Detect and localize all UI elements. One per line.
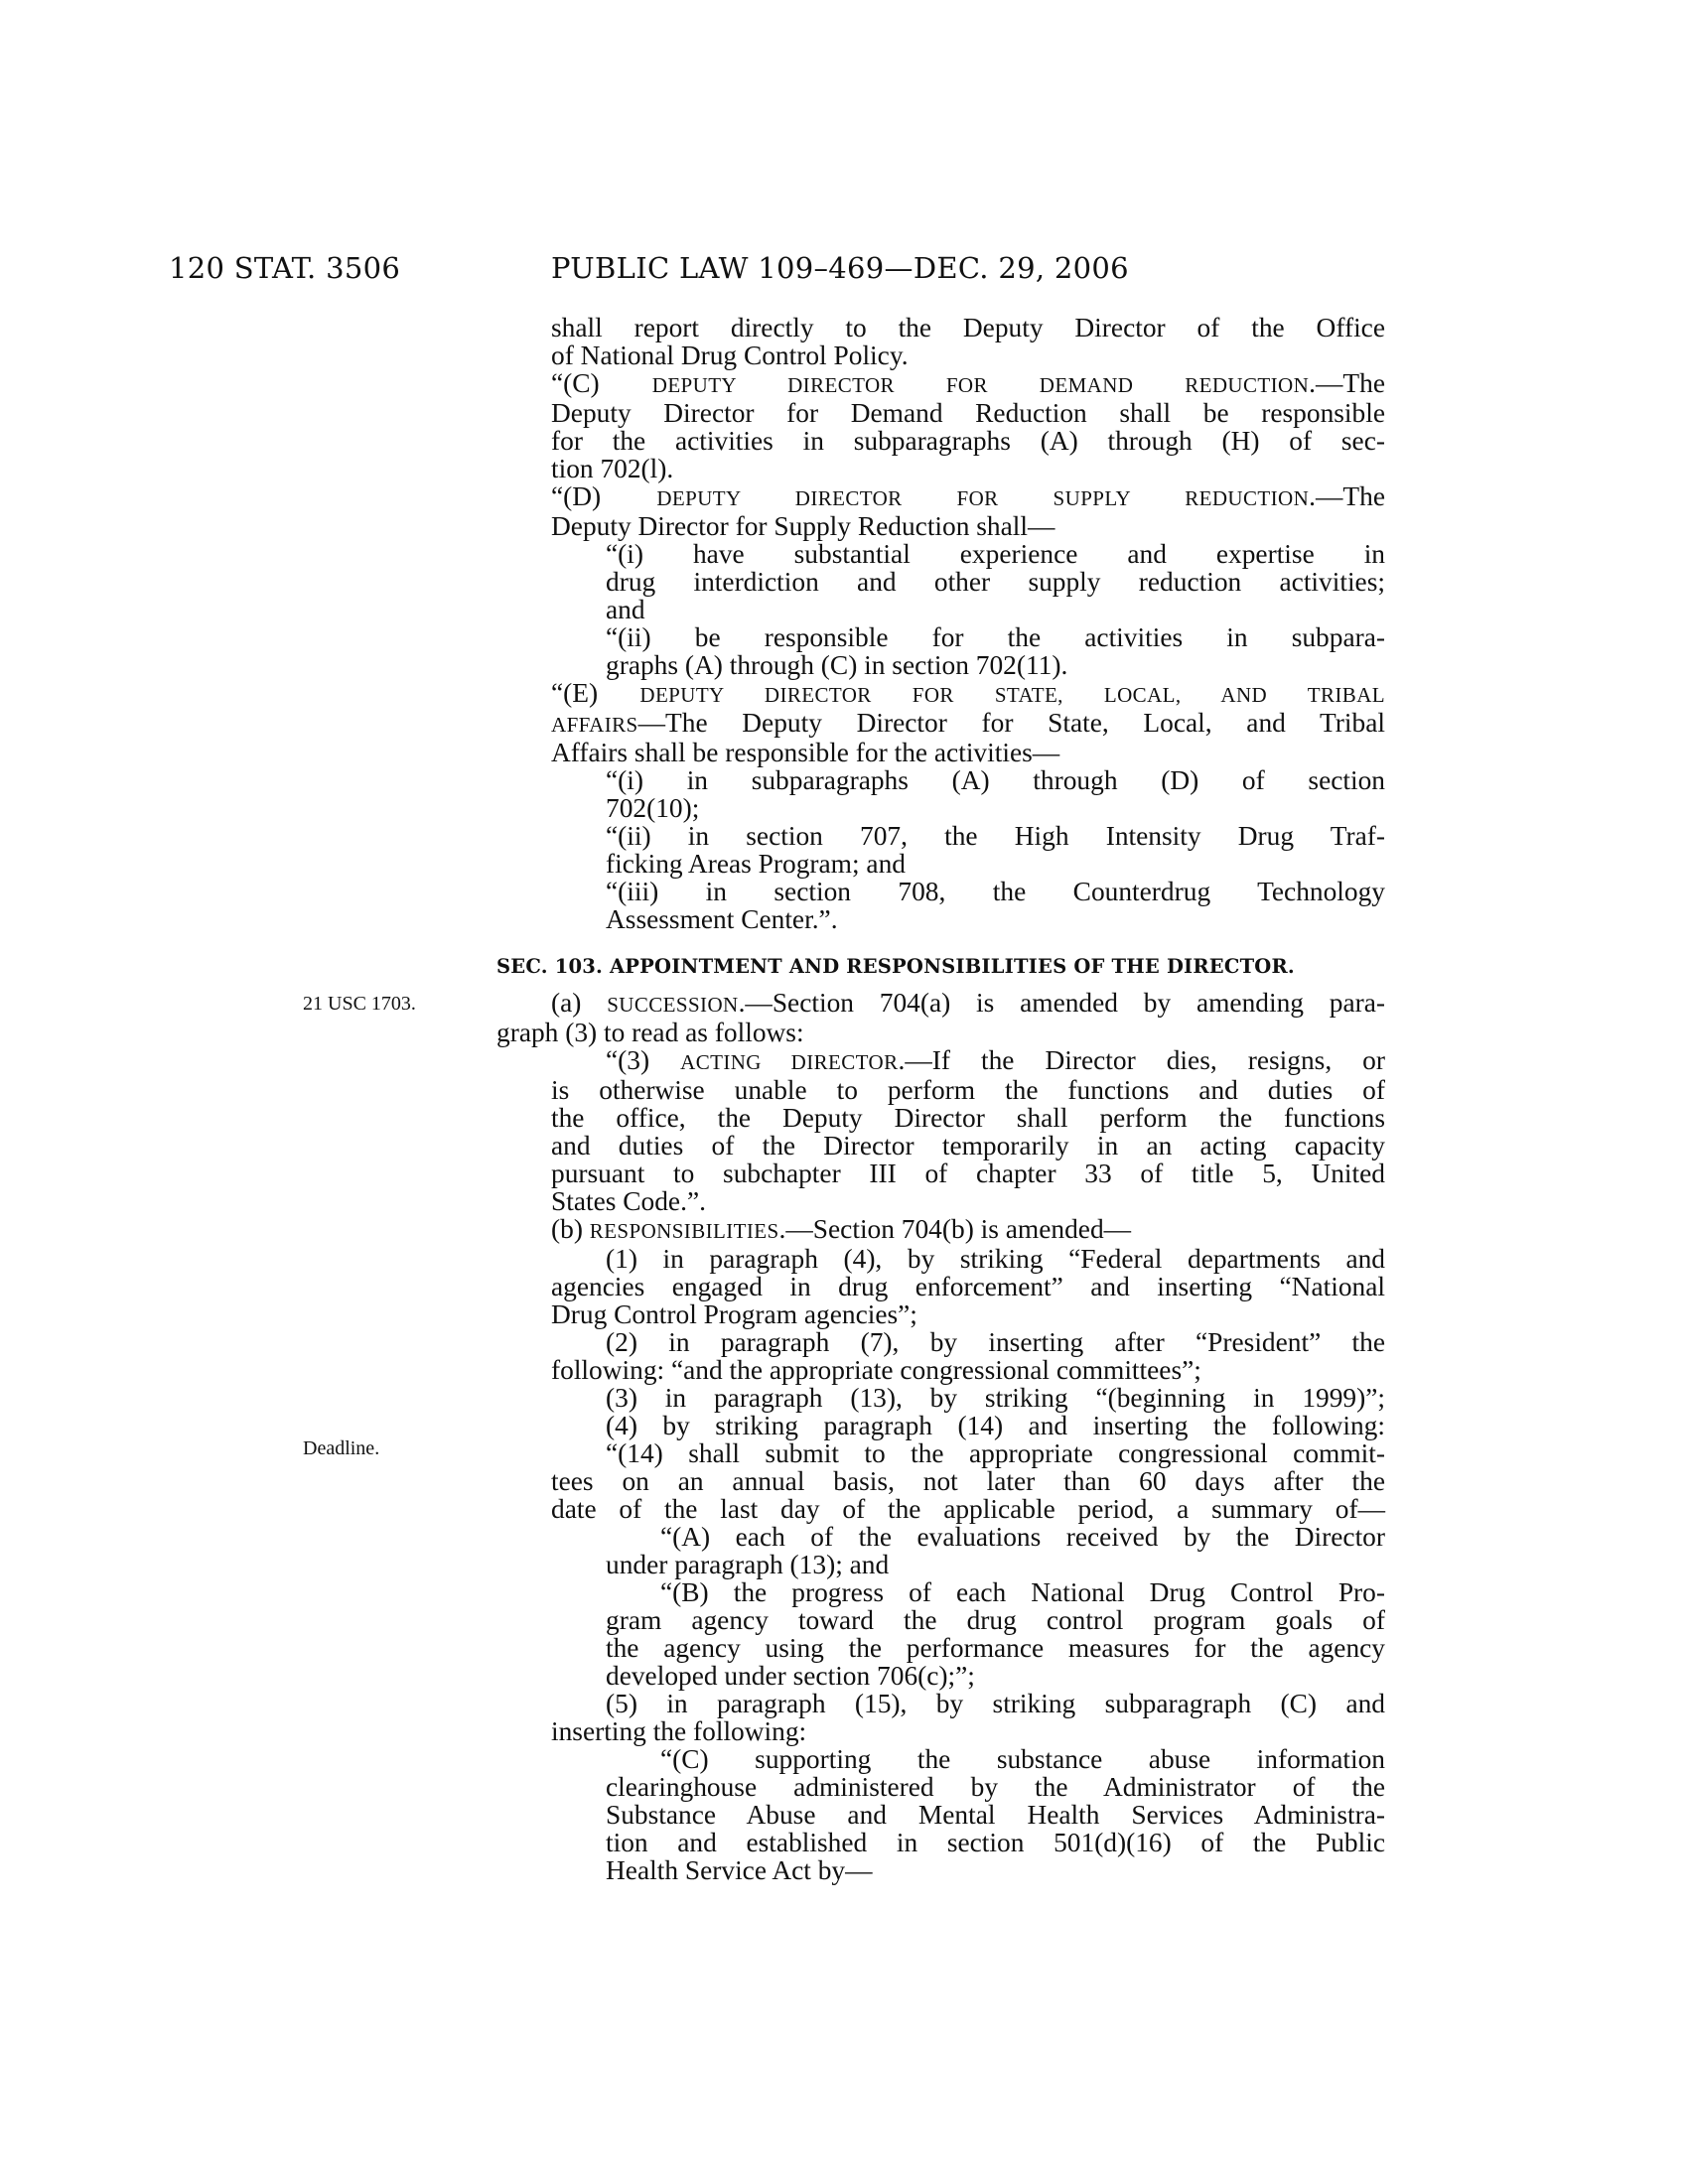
text-line: (1) in paragraph (4), by striking “Federal departments and [606,1244,1385,1274]
text-line: “(i) have substantial experience and expertise in [606,539,1385,569]
text-line: graphs (A) through (C) in section 702(11). [606,650,1068,680]
text-line: tion and established in section 501(d)(16) of the Public [606,1828,1385,1857]
text-line: of National Drug Control Policy. [551,341,909,370]
text-line: and duties of the Director temporarily in an acting capacity [551,1131,1385,1160]
text-line: Assessment Center.”. [606,904,838,934]
subparagraph-d-heading: “(D) DEPUTY DIRECTOR FOR SUPPLY REDUCTION.—The [551,481,1385,511]
stat-citation: 120 STAT. 3506 [169,251,401,285]
margin-note-usc: 21 USC 1703. [303,993,416,1015]
text-line: (3) in paragraph (13), by striking “(beginning in 1999)”; [606,1383,1385,1413]
text-line: “(ii) in section 707, the High Intensity Drug Traf- [606,821,1385,851]
subparagraph-e-heading: “(E) DEPUTY DIRECTOR FOR STATE, LOCAL, AND TRIBAL [551,678,1385,708]
margin-note-deadline: Deadline. [303,1437,380,1459]
text-line: gram agency toward the drug control program goals of [606,1605,1385,1635]
text-line: tees on an annual basis, not later than 60 days after the [551,1466,1385,1496]
text-line: following: “and the appropriate congressional committees”; [551,1355,1201,1385]
text-line: AFFAIRS—The Deputy Director for State, Local, and Tribal [551,708,1385,738]
text-line: “(C) supporting the substance abuse information [660,1744,1385,1774]
text-line: “(B) the progress of each National Drug Control Pro- [660,1577,1385,1607]
text-line: shall report directly to the Deputy Director of the Office [551,313,1385,342]
paragraph-3-heading: “(3) ACTING DIRECTOR.—If the Director dies, resigns, or [606,1045,1386,1075]
text-line: “(A) each of the evaluations received by the Director [660,1522,1385,1552]
running-header: PUBLIC LAW 109–469—DEC. 29, 2006 [551,251,1129,285]
text-line: is otherwise unable to perform the functions and duties of [551,1075,1385,1105]
text-block-continuation [551,314,1385,933]
text-line: inserting the following: [551,1716,807,1746]
text-line: for the activities in subparagraphs (A) through (H) of sec- [551,426,1385,456]
text-line: tion 702(l). [551,454,674,483]
text-line: “(iii) in section 708, the Counterdrug Technology [606,877,1385,906]
text-line: “(i) in subparagraphs (A) through (D) of section [606,765,1385,795]
text-line: ficking Areas Program; and [606,849,906,879]
text-line: “(14) shall submit to the appropriate congressional commit- [606,1438,1385,1468]
text-line: (5) in paragraph (15), by striking subparagraph (C) and [606,1689,1385,1718]
text-line: 702(10); [606,793,700,823]
text-line: Affairs shall be responsible for the activities— [551,738,1060,767]
text-line: clearinghouse administered by the Administrator of the [606,1772,1385,1802]
text-line: Substance Abuse and Mental Health Services Administra- [606,1800,1385,1830]
text-line: developed under section 706(c);”; [606,1661,975,1691]
section-heading: SEC. 103. APPOINTMENT AND RESPONSIBILITIES OF THE DIRECTOR. [496,955,1295,978]
text-line: under paragraph (13); and [606,1550,890,1579]
text-line: (2) in paragraph (7), by inserting after “President” the [606,1327,1385,1357]
text-line: Deputy Director for Demand Reduction shall be responsible [551,398,1385,428]
text-line: agencies engaged in drug enforcement” and inserting “National [551,1272,1385,1301]
text-line: States Code.”. [551,1186,706,1216]
text-line: Health Service Act by— [606,1855,873,1885]
text-line: the office, the Deputy Director shall perform the functions [551,1103,1385,1133]
subsection-b-heading: (b) RESPONSIBILITIES.—Section 704(b) is amended— [551,1214,1132,1244]
text-line: and [606,595,645,624]
text-line: pursuant to subchapter III of chapter 33 of title 5, United [551,1159,1385,1188]
text-line: graph (3) to read as follows: [496,1018,804,1047]
text-line: Deputy Director for Supply Reduction shall— [551,511,1055,541]
text-block-section-103 [496,989,1385,1884]
text-line: (4) by striking paragraph (14) and inserting the following: [606,1411,1385,1440]
text-line: date of the last day of the applicable period, a summary of— [551,1494,1385,1524]
text-line: drug interdiction and other supply reduction activities; [606,567,1385,597]
text-line: Drug Control Program agencies”; [551,1299,917,1329]
subparagraph-c-heading: “(C) DEPUTY DIRECTOR FOR DEMAND REDUCTION.—The [551,368,1385,398]
text-line: the agency using the performance measures for the agency [606,1633,1385,1663]
text-line: “(ii) be responsible for the activities in subpara- [606,622,1385,652]
subsection-a-heading: (a) SUCCESSION.—Section 704(a) is amended by amending para- [551,988,1385,1018]
